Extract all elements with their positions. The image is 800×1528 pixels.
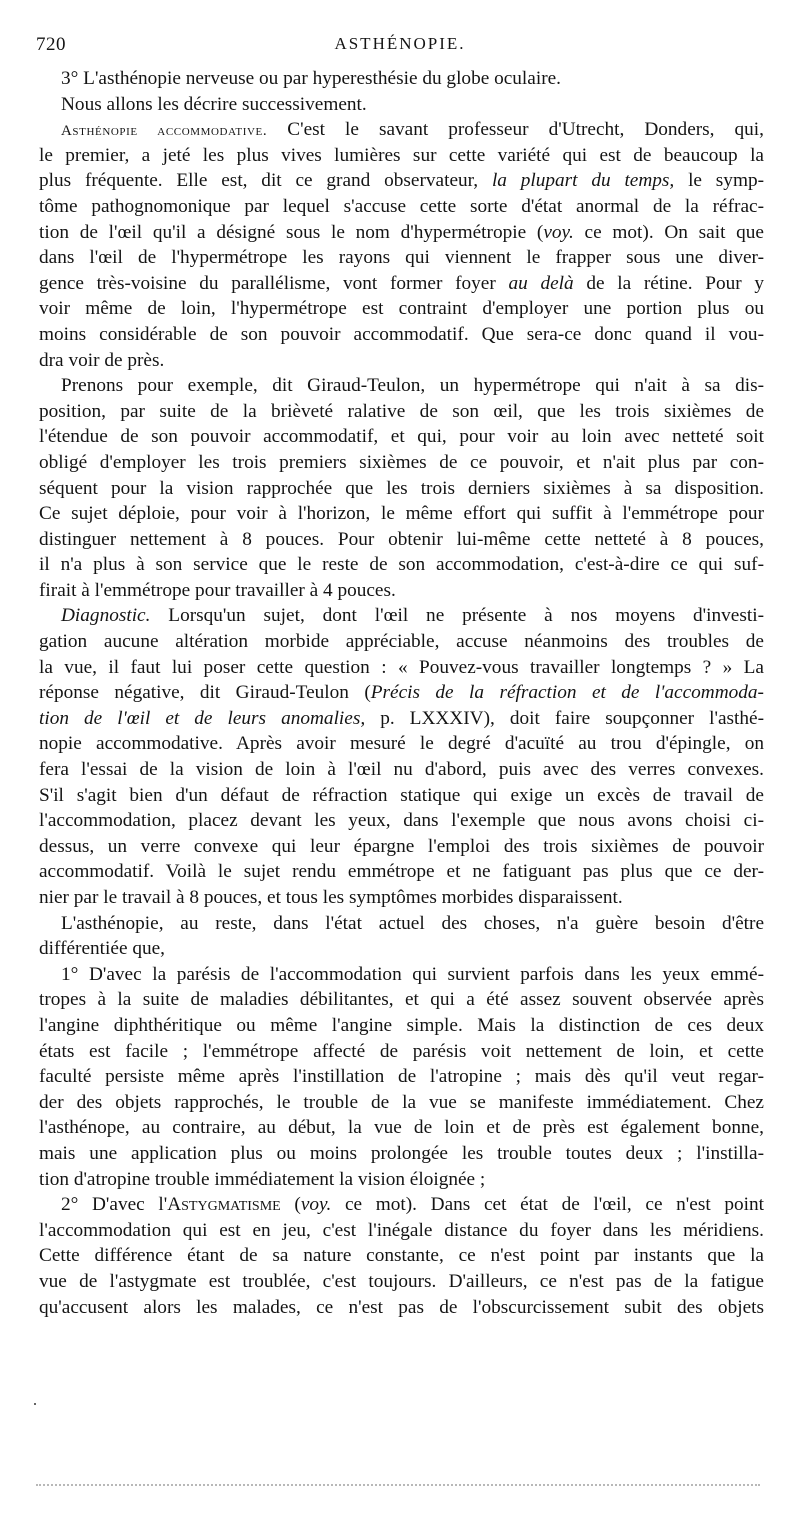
text-line: réponse négative, dit Giraud-Teulon (Précis de la réfraction et de l'accommoda- [39, 682, 764, 704]
text-line: l'angine diphthéritique ou même l'angine simple. Mais la distinction de ces deux [39, 1014, 764, 1036]
text-line: il n'a plus à son service que le reste de son accommodation, c'est-à-dire ce qui suf- [39, 554, 764, 576]
text-line: tion de l'œil qu'il a désigné sous le nom d'hypermétropie (voy. ce mot). On sait que [39, 221, 764, 243]
text-line: der des objets rapprochés, le trouble de la vue se manifeste immédiatement. Chez [39, 1091, 764, 1113]
text-line: plus fréquente. Elle est, dit ce grand observateur, la plupart du temps, le symp- [39, 170, 764, 192]
text-line: faculté persiste même après l'instillation de l'atropine ; mais dès qu'il veut regar- [39, 1066, 764, 1088]
text-line: Asthénopie accommodative. C'est le savant professeur d'Utrecht, Donders, qui, [61, 119, 764, 141]
text-line: S'il s'agit bien d'un défaut de réfraction statique qui exige un excès de travail de [39, 784, 764, 806]
text-line: séquent pour la vision rapprochée que les trois derniers sixièmes à sa disposition. [39, 477, 764, 499]
text-line: l'asthénope, au contraire, au début, la vue de loin et de près est également bonne, [39, 1117, 764, 1139]
text-line: l'étendue de son pouvoir accommodatif, et qui, pour voir au loin avec netteté soit [39, 426, 764, 448]
text-line: 3° L'asthénopie nerveuse ou par hyperesthésie du globe oculaire. [61, 68, 562, 89]
text-line: la vue, il faut lui poser cette question : « Pouvez-vous travailler longtemps ? » La [39, 656, 764, 678]
text-line: dra voir de près. [39, 349, 165, 371]
text-line: 1° D'avec la parésis de l'accommodation qui survient parfois dans les yeux emmé- [61, 963, 764, 985]
text-line: Cette différence étant de sa nature constante, ce n'est point par instants que la [39, 1245, 764, 1267]
text-line: distinguer nettement à 8 pouces. Pour obtenir lui-même cette netteté à 8 pouces, [39, 528, 764, 550]
text-line: vue de l'astygmate est troublée, c'est toujours. D'ailleurs, ce n'est pas de la fatigue [39, 1270, 764, 1292]
text-line: tôme pathognomonique par lequel s'accuse cette sorte d'état anormal de la réfrac- [39, 195, 764, 217]
page-header [36, 34, 764, 58]
text-line: l'accommodation qui est en jeu, c'est l'inégale distance du foyer dans les méridiens. [39, 1219, 764, 1241]
text-line: nier par le travail à 8 pouces, et tous les symptômes morbides disparaissent. [39, 887, 623, 908]
text-line: moins considérable de son pouvoir accommodatif. Que sera-ce donc quand il vou- [39, 323, 764, 345]
text-line: Nous allons les décrire successivement. [61, 93, 367, 115]
print-speck [34, 1403, 36, 1405]
running-title: ASTHÉNOPIE. [334, 34, 466, 53]
text-line: dans l'œil de l'hypermétrope les rayons qui viennent le frapper sous une diver- [39, 247, 764, 269]
text-line: Ce sujet déploie, pour voir à l'horizon, le même effort qui suffit à l'emmétrope pour [39, 503, 764, 525]
text-line: firait à l'emmétrope pour travailler à 4 pouces. [39, 579, 396, 601]
text-line: accommodatif. Voilà le sujet rendu emmétrope et ne fatiguant pas plus que ce der- [39, 861, 764, 883]
text-line: dessus, un verre convexe qui leur épargne l'emploi des trois sixièmes de pouvoir [39, 835, 764, 857]
text-line: Prenons pour exemple, dit Giraud-Teulon, un hypermétrope qui n'ait à sa dis- [61, 375, 764, 397]
text-line: L'asthénopie, au reste, dans l'état actuel des choses, n'a guère besoin d'être [61, 912, 764, 934]
text-line: mais une application plus ou moins prolongée les trouble toutes deux ; l'instilla- [39, 1142, 764, 1164]
footer-rule [36, 1484, 760, 1486]
text-line: tropes à la suite de maladies débilitantes, et qui a été assez souvent observée après [39, 989, 764, 1011]
text-line: différentiée que, [39, 938, 165, 960]
text-line: fera l'essai de la vision de loin à l'œil nu d'abord, puis avec des verres convexes. [39, 759, 764, 781]
body-text [39, 66, 764, 1320]
text-line: l'accommodation, placez devant les yeux, dans l'exemple que nous avons choisi ci- [39, 810, 764, 832]
text-line: qu'accusent alors les malades, ce n'est pas de l'obscurcissement subit des objets [39, 1296, 764, 1318]
text-line: gence très-voisine du parallélisme, vont former foyer au delà de la rétine. Pour y [39, 272, 764, 294]
text-line: tion de l'œil et de leurs anomalies, p. LXXXIV), doit faire soupçonner l'asthé- [39, 707, 764, 729]
page-number: 720 [36, 34, 66, 55]
text-line: voir même de loin, l'hypermétrope est contraint d'employer une portion plus ou [39, 298, 764, 320]
text-line: gation aucune altération morbide appréciable, accuse néanmoins des troubles de [39, 631, 764, 653]
text-line: tion d'atropine trouble immédiatement la vision éloignée ; [39, 1168, 486, 1190]
section-heading: Diagnostic. [61, 605, 151, 627]
text-line: obligé d'employer les trois premiers sixièmes de ce pouvoir, et n'ait plus par con- [39, 451, 764, 473]
text-line: états est facile ; l'emmétrope affecté de parésis voit nettement de loin, et cette [39, 1040, 764, 1062]
text-line: nopie accommodative. Après avoir mesuré le degré d'acuïté au trou d'épingle, on [39, 733, 764, 755]
text-line: le premier, a jeté les plus vives lumières sur cette variété qui est de beaucoup la [39, 144, 764, 166]
text-line: Diagnostic. Lorsqu'un sujet, dont l'œil ne présente à nos moyens d'investi- [61, 605, 764, 627]
text-line: position, par suite de la brièveté ralative de son œil, que les trois sixièmes de [39, 400, 764, 422]
section-heading: Asthénopie accommodative. [61, 123, 268, 140]
text-line: 2° D'avec l'Astygmatisme (voy. ce mot). Dans cet état de l'œil, ce n'est point [61, 1194, 764, 1216]
